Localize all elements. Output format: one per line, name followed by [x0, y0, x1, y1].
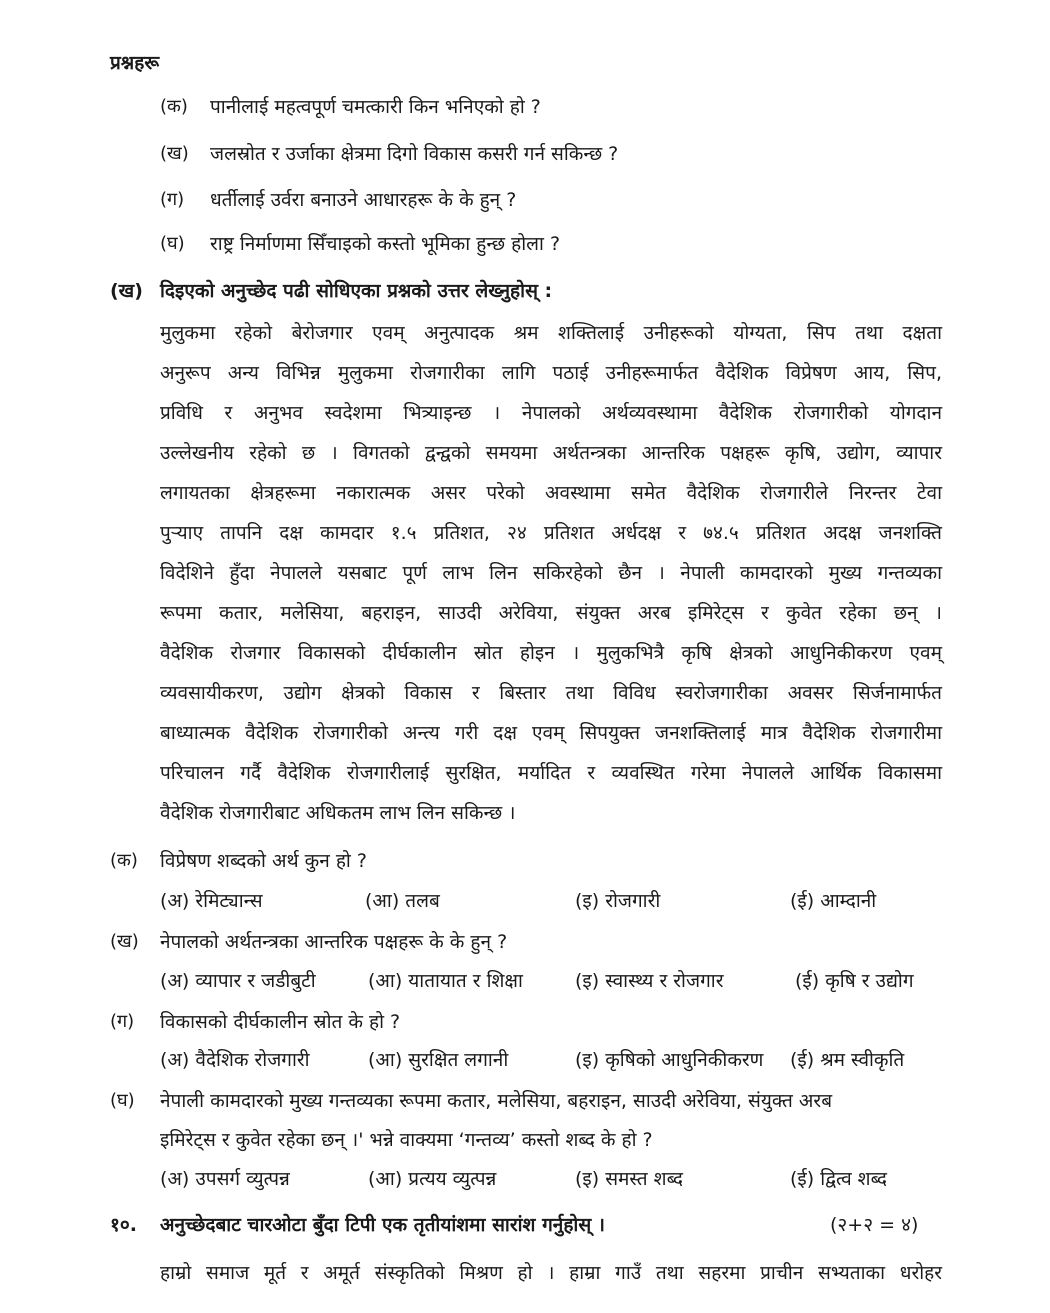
q10-title: अनुच्छेदबाट चारओटा बुँदा टिपी एक तृतीयांशमा सारांश गर्नुहोस् ।: [160, 1214, 605, 1236]
question-label: (क): [160, 96, 188, 117]
mcq-option: (आ) यातायात र शिक्षा: [368, 970, 523, 992]
passage-line: मुलुकमा रहेको बेरोजगार एवम् अनुत्पादक श्रम शक्तिलाई उनीहरूको योग्यता, सिप तथा दक्षता: [160, 322, 942, 344]
question-text: जलस्रोत र उर्जाका क्षेत्रमा दिगो विकास कसरी गर्न सकिन्छ ?: [210, 143, 619, 165]
mcq-option: (इ) कृषिको आधुनिकीकरण: [575, 1049, 764, 1071]
mcq-label: (घ): [110, 1090, 135, 1111]
mcq-option: (ई) आम्दानी: [790, 890, 877, 912]
mcq-question: विकासको दीर्घकालीन स्रोत के हो ?: [160, 1011, 401, 1033]
mcq-option: (आ) सुरक्षित लगानी: [368, 1049, 509, 1071]
mcq-question: नेपाली कामदारको मुख्य गन्तव्यका रूपमा कतार, मलेसिया, बहराइन, साउदी अरेविया, संयुक्त अरब: [160, 1090, 833, 1112]
mcq-option: (अ) व्यापार र जडीबुटी: [160, 970, 316, 992]
mcq-question: इमिरेट्स र कुवेत रहेका छन् ।' भन्ने वाक्यमा ‘गन्तव्य’ कस्तो शब्द के हो ?: [160, 1129, 653, 1151]
passage-line: पुऱ्याए तापनि दक्ष कामदार १.५ प्रतिशत, २४ प्रतिशत अर्धदक्ष र ७४.५ प्रतिशत अदक्ष जनशक्ति: [160, 522, 942, 544]
mcq-question: नेपालको अर्थतन्त्रका आन्तरिक पक्षहरू के के हुन् ?: [160, 931, 508, 953]
question-text: धर्तीलाई उर्वरा बनाउने आधारहरू के के हुन् ?: [210, 189, 517, 211]
section-heading: प्रश्नहरू: [110, 52, 160, 74]
mcq-question: विप्रेषण शब्दको अर्थ कुन हो ?: [160, 850, 367, 872]
question-text: राष्ट्र निर्माणमा सिँचाइको कस्तो भूमिका हुन्छ होला ?: [210, 233, 561, 255]
mcq-label: (ख): [110, 931, 139, 952]
question-label: (घ): [160, 233, 185, 254]
mcq-label: (क): [110, 850, 138, 871]
mcq-option: (इ) स्वास्थ्य र रोजगार: [575, 970, 724, 992]
passage-line: बाध्यात्मक वैदेशिक रोजगारीको अन्त्य गरी दक्ष एवम् सिपयुक्त जनशक्तिलाई मात्र वैदेशिक रोजगारीमा: [160, 722, 942, 744]
question-label: (ख): [160, 143, 189, 164]
mcq-option: (आ) तलब: [365, 890, 440, 912]
section-b-title: दिइएको अनुच्छेद पढी सोधिएका प्रश्नको उत्तर लेख्नुहोस् :: [160, 280, 553, 302]
passage-line: वैदेशिक रोजगारीबाट अधिकतम लाभ लिन सकिन्छ ।: [160, 802, 516, 824]
mcq-option: (ई) श्रम स्वीकृति: [790, 1049, 905, 1071]
section-b-label: (ख): [110, 280, 143, 302]
question-text: पानीलाई महत्वपूर्ण चमत्कारी किन भनिएको हो ?: [210, 96, 541, 118]
passage-line: परिचालन गर्दै वैदेशिक रोजगारीलाई सुरक्षित, मर्यादित र व्यवस्थित गरेमा नेपालले आर्थिक विकासमा: [160, 762, 942, 784]
mcq-option: (इ) रोजगारी: [575, 890, 661, 912]
mcq-label: (ग): [110, 1011, 135, 1032]
mcq-option: (अ) वैदेशिक रोजगारी: [160, 1049, 310, 1071]
passage-line: वैदेशिक रोजगार विकासको दीर्घकालीन स्रोत होइन । मुलुकभित्रै कृषि क्षेत्रको आधुनिकीकरण एवम्: [160, 642, 942, 664]
mcq-option: (इ) समस्त शब्द: [575, 1168, 683, 1190]
passage-line: व्यवसायीकरण, उद्योग क्षेत्रको विकास र बिस्तार तथा विविध स्वरोजगारीका अवसर सिर्जनामार्फत: [160, 682, 942, 704]
next-passage-line: हाम्रो समाज मूर्त र अमूर्त संस्कृतिको मिश्रण हो । हाम्रा गाउँ तथा सहरमा प्राचीन सभ्यताका धरोहर: [160, 1262, 942, 1284]
question-label: (ग): [160, 189, 185, 210]
mcq-option: (ई) कृषि र उद्योग: [795, 970, 914, 992]
mcq-option: (अ) उपसर्ग व्युत्पन्न: [160, 1168, 290, 1190]
passage-line: उल्लेखनीय रहेको छ । विगतको द्वन्द्वको समयमा अर्थतन्त्रका आन्तरिक पक्षहरू कृषि, उद्योग, व्यापार: [160, 442, 942, 464]
mcq-option: (ई) द्वित्व शब्द: [790, 1168, 888, 1190]
mcq-option: (आ) प्रत्यय व्युत्पन्न: [368, 1168, 497, 1190]
mcq-option: (अ) रेमिट्यान्स: [160, 890, 263, 912]
passage-line: प्रविधि र अनुभव स्वदेशमा भित्र्याइन्छ । नेपालको अर्थव्यवस्थामा वैदेशिक रोजगारीको योगदान: [160, 402, 942, 424]
passage-line: लगायतका क्षेत्रहरूमा नकारात्मक असर परेको अवस्थामा समेत वैदेशिक रोजगारीले निरन्तर टेवा: [160, 482, 942, 504]
q10-marks: (२+२ = ४): [830, 1214, 919, 1236]
passage-line: रूपमा कतार, मलेसिया, बहराइन, साउदी अरेविया, संयुक्त अरब इमिरेट्स र कुवेत रहेका छन् ।: [160, 602, 942, 624]
passage-line: अनुरूप अन्य विभिन्न मुलुकमा रोजगारीका लागि पठाई उनीहरूमार्फत वैदेशिक विप्रेषण आय, सिप,: [160, 362, 942, 384]
q10-number: १०.: [110, 1214, 137, 1236]
passage-line: विदेशिने हुँदा नेपालले यसबाट पूर्ण लाभ लिन सकिरहेको छैन । नेपाली कामदारको मुख्य गन्तव्यका: [160, 562, 942, 584]
